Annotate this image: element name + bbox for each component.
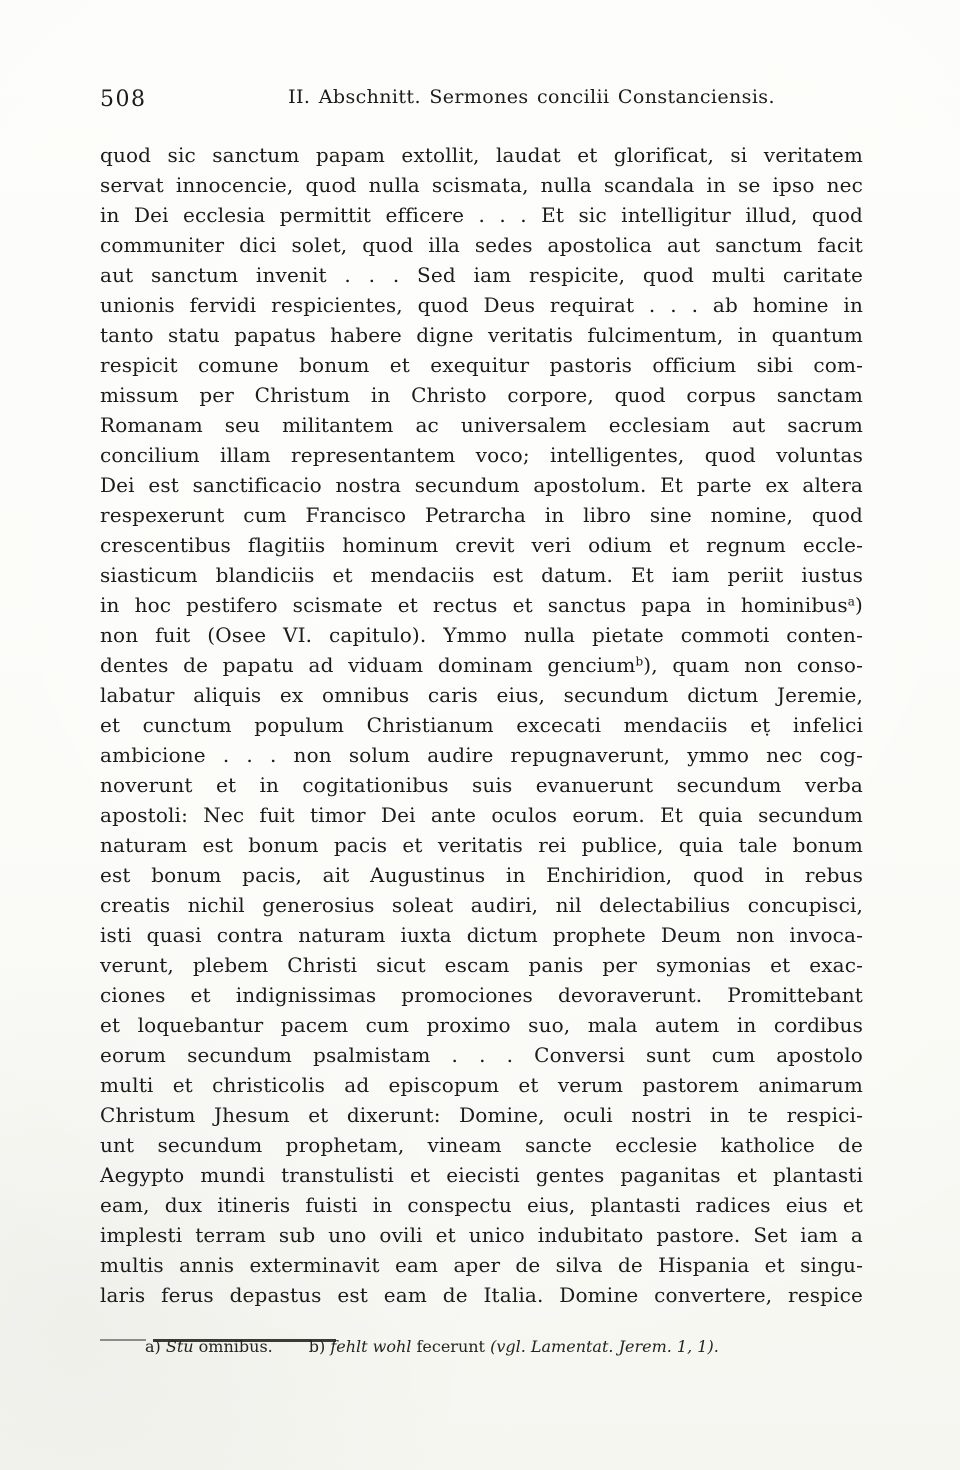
text-line: creatis nichil generosius soleat audiri, nil delectabilius concupisci,: [100, 893, 863, 917]
footnote-reference: a: [847, 594, 856, 609]
text-line: communiter dici solet, quod illa sedes apostolica aut sanctum facit: [100, 233, 863, 257]
text-line: in hoc pestifero scismate et rectus et sanctus papa in hominibus$^a$): [100, 593, 863, 617]
text-line: et cunctum populum Christianum excecati mendaciis eṭ infelici: [100, 713, 863, 737]
text-line: eam, dux itineris fuisti in conspectu eius, plantasti radices eius et: [100, 1193, 863, 1217]
running-title: II. Abschnitt. Sermones concilii Constanciensis.: [288, 86, 775, 108]
footnote-item: a) Stu omnibus.: [145, 1337, 273, 1356]
page-header: [100, 86, 863, 116]
text-line: verunt, plebem Christi sicut escam panis per symonias et exac-: [100, 953, 863, 977]
text-line: concilium illam representantem voco; intelligentes, quod voluntas: [100, 443, 863, 467]
text-line: crescentibus flagitiis hominum crevit veri odium et regnum eccle-: [100, 533, 863, 557]
footnote-item: b) fehlt wohl fecerunt (vgl. Lamentat. Jerem. 1, 1).: [308, 1337, 719, 1356]
text-line: non fuit (Osee VI. capitulo). Ymmo nulla pietate commoti conten-: [100, 623, 863, 647]
text-line: multis annis exterminavit eam aper de silva de Hispania et singu-: [100, 1253, 863, 1277]
text-line: siasticum blandiciis et mendaciis est datum. Et iam periit iustus: [100, 563, 863, 587]
text-line: ambicione . . . non solum audire repugnaverunt, ymmo nec cog-: [100, 743, 863, 767]
text-line: aut sanctum invenit . . . Sed iam respicite, quod multi caritate: [100, 263, 863, 287]
footnote-rule-segment: [100, 1339, 146, 1341]
text-line: missum per Christum in Christo corpore, quod corpus sanctam: [100, 383, 863, 407]
text-line: multi et christicolis ad episcopum et verum pastorem animarum: [100, 1073, 863, 1097]
text-line: quod sic sanctum papam extollit, laudat et glorificat, si veritatem: [100, 143, 863, 167]
page-number: 508: [100, 87, 147, 112]
text-line: ciones et indignissimas promociones devoraverunt. Promittebant: [100, 983, 863, 1007]
text-line: respexerunt cum Francisco Petrarcha in libro sine nomine, quod: [100, 503, 863, 527]
footnote-separator: [100, 1328, 400, 1332]
text-line: servat innocencie, quod nulla scismata, nulla scandala in se ipso nec: [100, 173, 863, 197]
text-line: naturam est bonum pacis et veritatis rei publice, quia tale bonum: [100, 833, 863, 857]
text-line: Christum Jhesum et dixerunt: Domine, oculi nostri in te respici-: [100, 1103, 863, 1127]
text-line: tanto statu papatus habere digne veritatis fulcimentum, in quantum: [100, 323, 863, 347]
text-line: respicit comune bonum et exequitur pastoris officium sibi com-: [100, 353, 863, 377]
text-line: unt secundum prophetam, vineam sancte ecclesie katholice de: [100, 1133, 863, 1157]
text-block: [100, 140, 863, 1310]
text-line: implesti terram sub uno ovili et unico indubitato pastore. Set iam a: [100, 1223, 863, 1247]
text-line: dentes de papatu ad viduam dominam gencium$^b$), quam non conso-: [100, 653, 863, 677]
text-line: Romanam seu militantem ac universalem ecclesiam aut sacrum: [100, 413, 863, 437]
text-line: Dei est sanctificacio nostra secundum apostolum. Et parte ex altera: [100, 473, 863, 497]
text-line: unionis fervidi respicientes, quod Deus requirat . . . ab homine in: [100, 293, 863, 317]
text-line: in Dei ecclesia permittit efficere . . . Et sic intelligitur illud, quod: [100, 203, 863, 227]
text-line: est bonum pacis, ait Augustinus in Enchiridion, quod in rebus: [100, 863, 863, 887]
footnotes: [145, 1336, 865, 1358]
text-line: et loquebantur pacem cum proximo suo, mala autem in cordibus: [100, 1013, 863, 1037]
text-line: eorum secundum psalmistam . . . Conversi sunt cum apostolo: [100, 1043, 863, 1067]
text-line: isti quasi contra naturam iuxta dictum prophete Deum non invoca-: [100, 923, 863, 947]
text-line: apostoli: Nec fuit timor Dei ante oculos eorum. Et quia secundum: [100, 803, 863, 827]
footnote-reference: b: [635, 654, 644, 669]
text-line: laris ferus depastus est eam de Italia. Domine convertere, respice: [100, 1283, 863, 1307]
text-line: noverunt et in cogitationibus suis evanuerunt secundum verba: [100, 773, 863, 797]
text-line: labatur aliquis ex omnibus caris eius, secundum dictum Jeremie,: [100, 683, 863, 707]
text-line: Aegypto mundi transtulisti et eiecisti gentes paganitas et plantasti: [100, 1163, 863, 1187]
